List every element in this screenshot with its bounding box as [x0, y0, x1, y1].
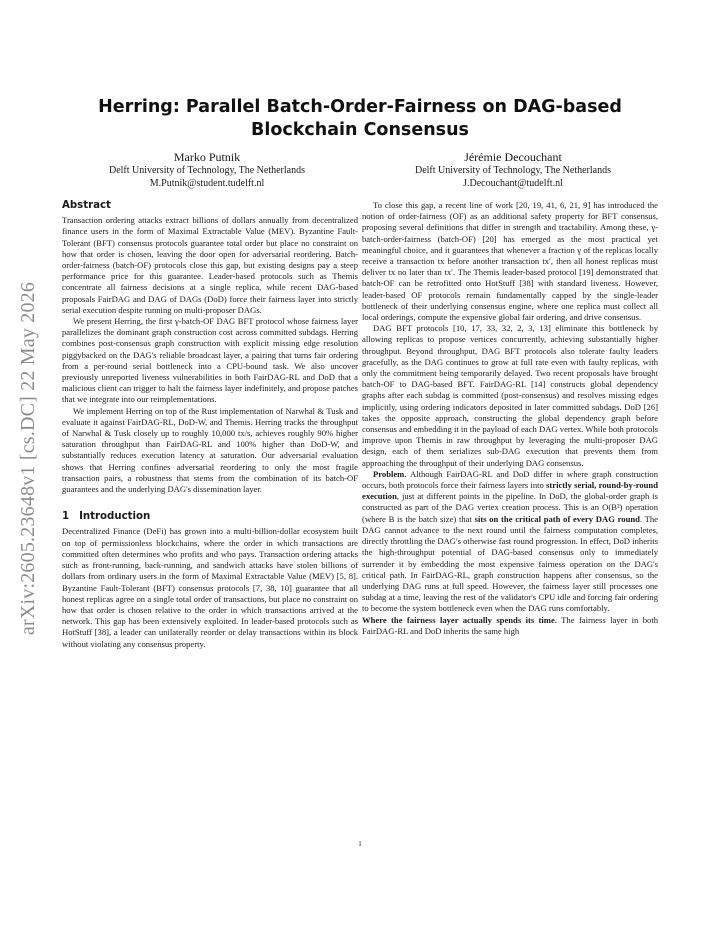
abstract-paragraph: We present Herring, the first γ-batch-OF DAG BFT protocol whose fairness layer parallelizes the dominant graph construction cost across committed subdags. Herring combines post-consensus graph construction with explicit missing edge resolution piggybacked on the DAG's reliable broadcast layer, a pairing that turns fair ordering from a per-round serial bottleneck into a CPU-bound task. We also uncover previously unreported liveness vulnerabilities in both FairDAG-RL and DoD that a malicious client can trigger to halt the fairness layer indefinitely, and propose patches that we integrate into our reimplementations.: [62, 316, 358, 405]
author-2: [368, 150, 658, 190]
abstract-heading: Abstract: [62, 200, 111, 211]
emphasis-text: strictly serial, round-by-round execution: [362, 480, 658, 502]
fairness-time-paragraph: Where the fairness layer actually spends its time. The fairness layer in both FairDAG-RL and DoD inherits the same high: [362, 614, 658, 636]
emphasis-text: sits on the critical path of every DAG round: [474, 513, 640, 524]
author-block: [62, 150, 658, 190]
right-column: [362, 200, 658, 637]
problem-paragraph: Problem. Although FairDAG-RL and DoD differ in where graph construction occurs, both protocols force their fairness layers into strictly serial, round-by-round execution, just at different points in the pipeline. In DoD, the global-order graph is constructed as part of the DAG vertex creation process. This is an O(B²) operation (where B is the batch size) that sits on the critical path of every DAG round. The DAG cannot advance to the next round until the fairness computation completes, directly throttling the DAG's otherwise fast round progression. In effect, DoD inherits the high-throughput potential of DAG-based consensus only to immediately surrender it by embedding the most expensive fairness operation on the DAG's critical path. In FairDAG-RL, graph construction happens after consensus, so the underlying DAG runs at full speed. However, the fairness layer still processes one subdag at a time, leaving the rest of the validator's CPU idle and forcing fair ordering to become the system bottleneck even when the DAG runs comfortably.: [362, 468, 658, 614]
section-title-text: Introduction: [79, 511, 151, 523]
problem-heading: Problem.: [373, 468, 407, 479]
arxiv-identifier-stamp: [14, 248, 44, 668]
abstract-paragraph: We implement Herring on top of the Rust implementation of Narwhal & Tusk and evaluate it against FairDAG-RL, DoD-W, and Themis. Herring tracks the throughput of Narwhal & Tusk closely up to roughly 10,000 tx/s, achieves roughly 90% higher saturation throughput than FairDAG-RL and 100% higher than DoD-W, and substantially reduces execution latency at saturation. Our adversarial evaluation shows that Herring confines adversarial reordering to only the most fragile transaction pairs, a robustness that stems from the combination of its batch-OF guarantees and the underlying DAG's dissemination layer.: [62, 405, 358, 495]
introduction-heading: [62, 511, 358, 522]
paper-title: Herring: Parallel Batch-Order-Fairness on DAG-based Blockchain Consensus: [98, 97, 622, 140]
author-email: M.Putnik@student.tudelft.nl: [149, 177, 265, 189]
author-1: [62, 150, 352, 190]
abstract-paragraph: Transaction ordering attacks extract billions of dollars annually from decentralized finance users in the form of Maximal Extractable Value (MEV). Byzantine Fault-Tolerant (BFT) consensus protocols guarantee total order but place no constraint on how that order is chosen, leaving the door open for adversarial reordering. Batch-order-fairness (batch-OF) protocols close this gap, but existing designs pay a steep performance price for this guarantee. Leader-based protocols such as Themis concentrate all fairness decisions at a single replica, while recent DAG-based proposals FairDAG and DAG of DAGs (DoD) force their fairness layer into strictly serial execution despite running on multi-proposer DAGs.: [62, 215, 358, 315]
author-affiliation: Delft University of Technology, The Netherlands: [108, 165, 305, 176]
author-name: Jérémie Decouchant: [464, 150, 562, 164]
left-column: [62, 200, 358, 650]
author-affiliation: Delft University of Technology, The Netherlands: [414, 165, 611, 176]
body-paragraph: DAG BFT protocols [10, 17, 33, 32, 2, 3, 13] eliminate this bottleneck by allowing replicas to propose vertices concurrently, achieving substantially higher throughput. Beyond throughput, DAG BFT protocols also tolerate faulty leaders gracefully, as the DAG continues to grow at full rate even with faulty replicas, with only the commitment being temporarily delayed. Two recent proposals have brought batch-OF to DAG-based BFT. FairDAG-RL [14] constructs global dependency graphs after each subdag is committed (post-consensus) and resolves missing edges implicitly, using ordering indicators deposited in later committed subdags. DoD [26] takes the opposite approach, constructing the global dependency graph before consensus and embedding it in the payload of each DAG vertex. While both protocols improve upon Themis in raw throughput by leveraging the multi-proposer DAG design, each of them serializes sub-DAG execution that prevents them from approaching the throughput of their underlying DAG consensus.: [362, 323, 658, 468]
author-name: Marko Putnik: [173, 150, 241, 164]
body-paragraph: To close this gap, a recent line of work [20, 19, 41, 6, 21, 9] has introduced the notion of order-fairness (OF) as an additional safety property for BFT consensus, proposing several definitions that differ in strength and tractability. Among these, γ-batch-order-fairness (batch-OF) [20] has emerged as the most practical yet meaningful choice, and it guarantees that whenever a fraction γ of the replicas locally receive a transaction tx before another transaction tx′, then all honest replicas must deliver tx no later than tx′. The Themis leader-based protocol [19] demonstrated that batch-OF can be retrofitted onto HotStuff [38] with standard liveness. However, leader-based OF protocols remain fundamentally capped by the single-leader bottleneck of their underlying consensus engine, where one replica must collect all local orderings, compute the expensive global fair ordering, and drive consensus.: [362, 200, 658, 323]
arxiv-identifier: arXiv:2605.23648v1 [cs.DC] 22 May 2026: [17, 281, 40, 635]
author-email: J.Decouchant@tudelft.nl: [463, 177, 563, 189]
paragraph-heading: Where the fairness layer actually spends its time.: [362, 614, 557, 625]
section-number: 1: [62, 511, 70, 523]
introduction-paragraph: Decentralized Finance (DeFi) has grown into a multi-billion-dollar ecosystem built on top of permissionless blockchains, where the order in which transactions are committed often determines who profits and who pays. Transaction ordering attacks such as front-running, back-running, and sandwich attacks have stolen billions of dollars from ordinary users in the form of Maximal Extractable Value (MEV) [5, 8]. Byzantine Fault-Tolerant (BFT) consensus protocols [7, 38, 10] guarantee that all honest replicas agree on a single total order of transactions, but place no constraint on how that order is chosen relative to the order in which transactions arrived at the network. This gap has been extensively exploited. In leader-based protocols such as HotStuff [38], a leader can unilaterally reorder or delay transactions within its block without violating any consensus property.: [62, 526, 358, 649]
page-number: 1: [358, 840, 362, 848]
